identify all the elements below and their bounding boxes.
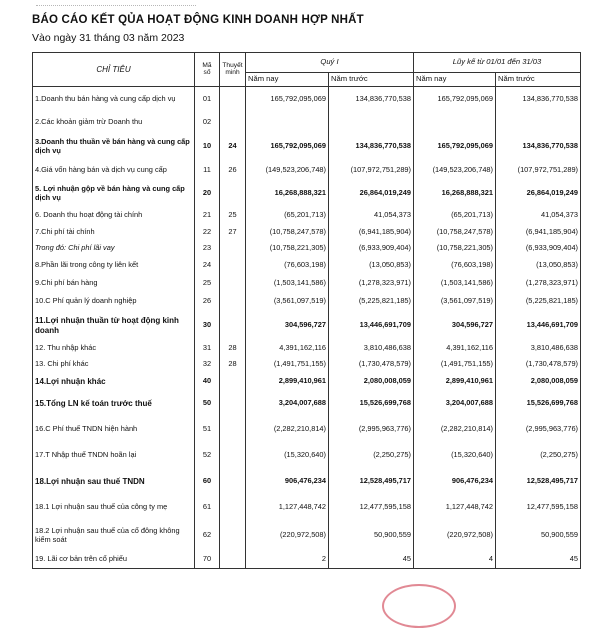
item-note [220,241,246,257]
item-name: 18.2 Lợi nhuận sau thuế của cổ đông không kiểm soát [33,521,195,551]
item-name: 7.Chi phí tài chính [33,225,195,241]
item-name: 15.Tổng LN kế toán trước thuế [33,391,195,417]
item-code: 61 [195,495,220,521]
item-code: 24 [195,257,220,275]
item-note: 26 [220,161,246,181]
ytd-current-value: 3,204,007,688 [414,391,496,417]
item-code: 62 [195,521,220,551]
item-code: 52 [195,443,220,469]
quarter-previous-value: 134,836,770,538 [329,87,414,113]
income-statement-table [32,52,581,569]
item-note [220,181,246,207]
item-code: 02 [195,113,220,133]
code-header-line1: Mã [202,61,212,69]
ytd-current-value: 2,899,410,961 [414,373,496,391]
ytd-current-value: (76,603,198) [414,257,496,275]
quarter-previous-value: 50,900,559 [329,521,414,551]
quarter-previous-value: (2,995,963,776) [329,417,414,443]
ytd-previous-value: (6,933,909,404) [496,241,581,257]
ytd-current-value: (1,503,141,586) [414,275,496,293]
ytd-previous-value: 41,054,373 [496,207,581,225]
item-code: 40 [195,373,220,391]
ytd-previous-value: 50,900,559 [496,521,581,551]
ytd-current-value: (3,561,097,519) [414,293,496,311]
quarter-previous-value: (1,278,323,971) [329,275,414,293]
quarter-current-value: (10,758,221,305) [246,241,329,257]
quarter-current-value: (3,561,097,519) [246,293,329,311]
item-note [220,495,246,521]
item-note: 27 [220,225,246,241]
quarter-previous-value: 13,446,691,709 [329,311,414,341]
ytd-previous-value: (13,050,853) [496,257,581,275]
quarter-current-value: (1,503,141,586) [246,275,329,293]
item-name: 11.Lợi nhuận thuần từ hoạt động kinh doanh [33,311,195,341]
quarter-prev-year-header: Năm trước [329,73,414,87]
ytd-current-value: 906,476,234 [414,469,496,495]
quarter-current-value: (15,320,640) [246,443,329,469]
item-name: 2.Các khoản giảm trừ Doanh thu [33,113,195,133]
item-code: 60 [195,469,220,495]
quarter-previous-value: (6,941,185,904) [329,225,414,241]
item-code: 01 [195,87,220,113]
item-code: 22 [195,225,220,241]
ytd-previous-value: 134,836,770,538 [496,133,581,161]
quarter-current-value: 1,127,448,742 [246,495,329,521]
ytd-previous-value: (1,730,478,579) [496,357,581,373]
item-note [220,417,246,443]
ytd-previous-value: (2,250,275) [496,443,581,469]
quarter-this-year-header: Năm nay [246,73,329,87]
ytd-previous-value: 3,810,486,638 [496,341,581,357]
quarter-previous-value: 26,864,019,249 [329,181,414,207]
ytd-current-value: (1,491,751,155) [414,357,496,373]
item-note [220,293,246,311]
item-name: 13. Chi phí khác [33,357,195,373]
quarter-current-value: 2,899,410,961 [246,373,329,391]
quarter-previous-value [329,113,414,133]
item-note [220,551,246,569]
item-name: 8.Phần lãi trong công ty liên kết [33,257,195,275]
column-group-quarter: Quý I [246,53,414,73]
quarter-previous-value: (107,972,751,289) [329,161,414,181]
ytd-previous-value: 13,446,691,709 [496,311,581,341]
ytd-current-value: 4,391,162,116 [414,341,496,357]
item-code: 31 [195,341,220,357]
quarter-current-value: 906,476,234 [246,469,329,495]
quarter-current-value [246,113,329,133]
code-header-line2: số [203,68,211,76]
item-note [220,443,246,469]
item-name: 1.Doanh thu bán hàng và cung cấp dịch vụ [33,87,195,113]
item-note: 24 [220,133,246,161]
item-name: 9.Chi phí bán hàng [33,275,195,293]
item-code: 25 [195,275,220,293]
quarter-previous-value: 2,080,008,059 [329,373,414,391]
note-header-line1: Thuyết [222,61,243,69]
item-note: 25 [220,207,246,225]
item-note: 28 [220,357,246,373]
quarter-current-value: 2 [246,551,329,569]
note-header-line2: minh [225,68,240,76]
quarter-previous-value: 41,054,373 [329,207,414,225]
column-header-note [220,53,246,87]
item-name: 18.1 Lợi nhuận sau thuế của công ty mẹ [33,495,195,521]
quarter-current-value: (76,603,198) [246,257,329,275]
ytd-current-value: (2,282,210,814) [414,417,496,443]
item-name: 5. Lợi nhuận gộp về bán hàng và cung cấp dịch vụ [33,181,195,207]
item-note [220,373,246,391]
ytd-previous-value [496,113,581,133]
quarter-current-value: 3,204,007,688 [246,391,329,417]
item-name: 17.T Nhập thuế TNDN hoãn lại [33,443,195,469]
item-note [220,391,246,417]
ytd-previous-value: (5,225,821,185) [496,293,581,311]
item-note [220,87,246,113]
item-code: 26 [195,293,220,311]
ytd-current-value [414,113,496,133]
quarter-previous-value: (5,225,821,185) [329,293,414,311]
ytd-current-value: (10,758,221,305) [414,241,496,257]
ytd-current-value: 165,792,095,069 [414,133,496,161]
quarter-previous-value: (2,250,275) [329,443,414,469]
item-code: 30 [195,311,220,341]
ytd-current-value: (65,201,713) [414,207,496,225]
item-name: 18.Lợi nhuận sau thuế TNDN [33,469,195,495]
cropped-header-text [36,0,196,6]
ytd-this-year-header: Năm nay [414,73,496,87]
quarter-current-value: 165,792,095,069 [246,87,329,113]
quarter-previous-value: (13,050,853) [329,257,414,275]
ytd-previous-value: 12,477,595,158 [496,495,581,521]
ytd-current-value: 4 [414,551,496,569]
item-name: Trong đó: Chi phí lãi vay [33,241,195,257]
item-name: 16.C Phí thuế TNDN hiện hành [33,417,195,443]
item-name: 4.Giá vốn hàng bán và dịch vụ cung cấp [33,161,195,181]
ytd-previous-value: 26,864,019,249 [496,181,581,207]
quarter-current-value: (65,201,713) [246,207,329,225]
company-seal-stamp [382,584,456,628]
column-header-item: CHỈ TIÊU [33,53,195,87]
item-note [220,113,246,133]
item-note [220,311,246,341]
ytd-previous-value: 45 [496,551,581,569]
quarter-previous-value: 45 [329,551,414,569]
quarter-previous-value: (1,730,478,579) [329,357,414,373]
ytd-previous-value: (6,941,185,904) [496,225,581,241]
ytd-previous-value: (1,278,323,971) [496,275,581,293]
ytd-current-value: (149,523,206,748) [414,161,496,181]
item-code: 23 [195,241,220,257]
item-code: 70 [195,551,220,569]
item-note [220,469,246,495]
quarter-current-value: (1,491,751,155) [246,357,329,373]
item-name: 19. Lãi cơ bản trên cổ phiếu [33,551,195,569]
ytd-current-value: (10,758,247,578) [414,225,496,241]
item-code: 20 [195,181,220,207]
quarter-previous-value: 15,526,699,768 [329,391,414,417]
ytd-current-value: 165,792,095,069 [414,87,496,113]
item-code: 50 [195,391,220,417]
ytd-current-value: (15,320,640) [414,443,496,469]
quarter-previous-value: 3,810,486,638 [329,341,414,357]
item-note: 28 [220,341,246,357]
item-note [220,257,246,275]
ytd-current-value: (220,972,508) [414,521,496,551]
quarter-current-value: 304,596,727 [246,311,329,341]
quarter-current-value: (149,523,206,748) [246,161,329,181]
quarter-previous-value: 12,528,495,717 [329,469,414,495]
ytd-current-value: 1,127,448,742 [414,495,496,521]
column-group-ytd: Lũy kế từ 01/01 đến 31/03 [414,53,581,73]
item-code: 51 [195,417,220,443]
ytd-previous-value: 134,836,770,538 [496,87,581,113]
report-title: BÁO CÁO KẾT QỦA HOẠT ĐỘNG KINH DOANH HỢP NHẤT [32,14,364,26]
ytd-previous-value: (2,995,963,776) [496,417,581,443]
ytd-current-value: 304,596,727 [414,311,496,341]
ytd-prev-year-header: Năm trước [496,73,581,87]
item-name: 3.Doanh thu thuần về bán hàng và cung cấp dịch vụ [33,133,195,161]
item-code: 21 [195,207,220,225]
quarter-current-value: 4,391,162,116 [246,341,329,357]
item-name: 14.Lợi nhuận khác [33,373,195,391]
ytd-previous-value: (107,972,751,289) [496,161,581,181]
quarter-current-value: 16,268,888,321 [246,181,329,207]
ytd-previous-value: 2,080,008,059 [496,373,581,391]
ytd-current-value: 16,268,888,321 [414,181,496,207]
report-date: Vào ngày 31 tháng 03 năm 2023 [32,32,185,44]
item-name: 10.C Phí quản lý doanh nghiệp [33,293,195,311]
ytd-previous-value: 15,526,699,768 [496,391,581,417]
item-note [220,521,246,551]
quarter-current-value: 165,792,095,069 [246,133,329,161]
item-code: 10 [195,133,220,161]
quarter-current-value: (10,758,247,578) [246,225,329,241]
item-note [220,275,246,293]
item-code: 11 [195,161,220,181]
quarter-current-value: (220,972,508) [246,521,329,551]
item-code: 32 [195,357,220,373]
quarter-previous-value: 12,477,595,158 [329,495,414,521]
ytd-previous-value: 12,528,495,717 [496,469,581,495]
quarter-previous-value: 134,836,770,538 [329,133,414,161]
quarter-previous-value: (6,933,909,404) [329,241,414,257]
item-name: 6. Doanh thu hoạt động tài chính [33,207,195,225]
item-name: 12. Thu nhập khác [33,341,195,357]
quarter-current-value: (2,282,210,814) [246,417,329,443]
column-header-code [195,53,220,87]
